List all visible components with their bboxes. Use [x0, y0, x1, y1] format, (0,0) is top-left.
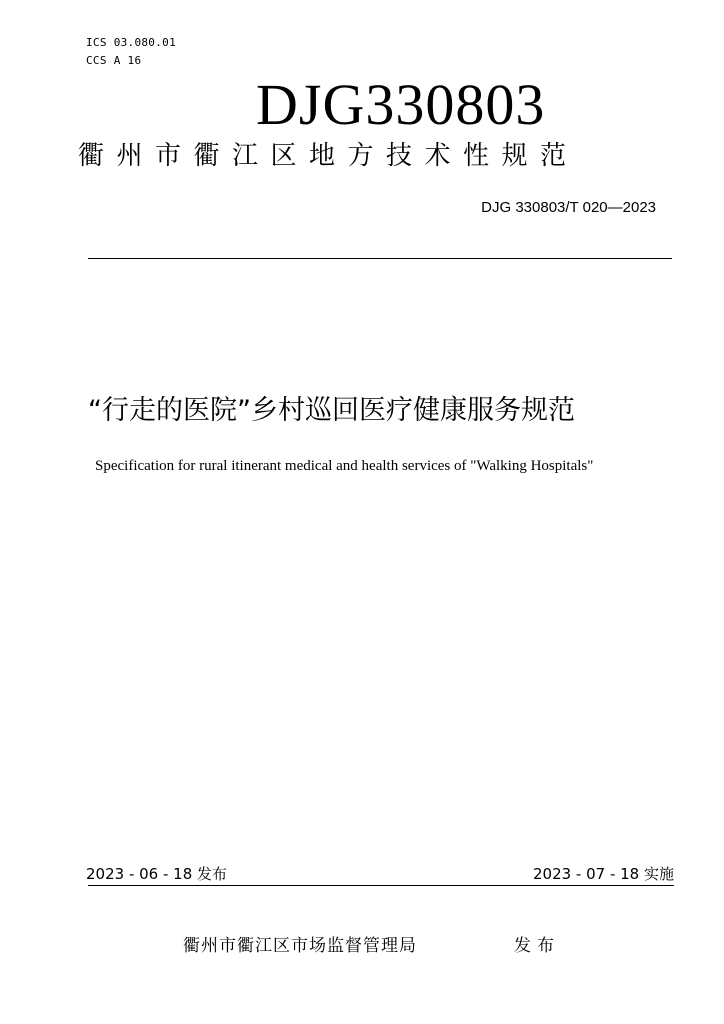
document-title-chinese: “行走的医院”乡村巡回医疗健康服务规范 [88, 395, 575, 426]
document-number: DJG 330803/T 020—2023 [481, 199, 656, 216]
publish-label: 发布 [514, 936, 560, 956]
effective-date: 2023 - 07 - 18 实施 [532, 865, 674, 883]
document-title-english: Specification for rural itinerant medical and health services of "Walking Hospitals" [95, 458, 594, 474]
standard-code: DJG330803 [256, 72, 546, 137]
issuer-title: 衢州市衢江区地方技术性规范 [78, 141, 579, 171]
ics-code: ICS 03.080.01 [86, 36, 176, 49]
footer-divider [88, 885, 674, 886]
release-date: 2023 - 06 - 18 发布 [86, 865, 228, 883]
ccs-code: CCS A 16 [86, 54, 142, 67]
header-divider [88, 258, 672, 259]
publisher-name: 衢州市衢江区市场监督管理局 [183, 936, 417, 956]
